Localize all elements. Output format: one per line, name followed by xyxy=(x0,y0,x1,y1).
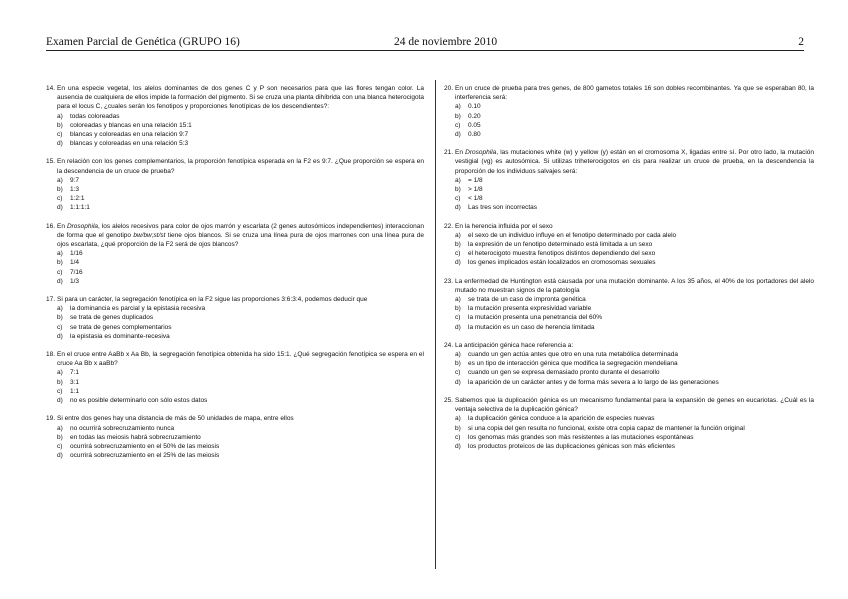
answer-option xyxy=(57,139,424,148)
question-stem-part: Drosophila xyxy=(465,149,497,157)
left-column xyxy=(46,84,424,469)
question-stem-part: , los alelos recesivos para color de ojos marrón y escarlata (2 genes autosómicos independientes) interaccionan de forma que el genotipo xyxy=(57,222,424,239)
option-text: 1:1 xyxy=(70,387,80,395)
option-letter: d) xyxy=(455,323,461,331)
answer-option xyxy=(455,121,814,130)
option-letter: d) xyxy=(57,397,63,405)
question-stem: La enfermedad de Huntington está causada por una mutación dominante. A los 35 años, el 40% de los portadores del alelo mutado no muestran signos de la patología xyxy=(455,277,814,294)
option-text: la epistasia es dominante-recesiva xyxy=(70,332,170,340)
option-text: se trata de genes duplicados xyxy=(70,314,154,322)
question-stem: En la herencia influida por el sexo xyxy=(455,222,553,230)
option-text: la mutación presenta una penetrancia del 60% xyxy=(468,314,603,322)
answer-option xyxy=(57,130,424,139)
option-text: la dominancia es parcial y la epistasia recesiva xyxy=(70,305,206,313)
option-letter: b) xyxy=(57,186,63,194)
option-letter: b) xyxy=(57,378,63,386)
option-text: 0.05 xyxy=(468,121,481,129)
question-21 xyxy=(444,148,814,212)
option-text: coloreadas y blancas en una relación 15:1 xyxy=(70,121,192,129)
option-text: 1:1:1:1 xyxy=(70,204,90,212)
answer-option xyxy=(57,203,424,212)
answer-option xyxy=(57,323,424,332)
question-stem-part: bw/bw;st/st xyxy=(133,231,166,239)
option-letter: c) xyxy=(455,433,461,441)
answer-option xyxy=(455,323,814,332)
question-stem-part: , las mutaciones white (w) y yellow (y) están en el cromosoma X, ligadas entre sí. Por otro lado, la mutación vestigial (vg) es autosómica. Si utilizas triheterocigotos en cis para realizar un cruce de prueba, en la descendencia la proporción de los individuos salvajes será: xyxy=(455,149,814,175)
option-letter: a) xyxy=(455,296,461,304)
option-text: la duplicación génica conduce a la aparición de especies nuevas xyxy=(468,415,655,423)
question-16 xyxy=(46,222,424,286)
option-text: los genomas más grandes son más resistentes a las mutaciones espontáneas xyxy=(468,433,694,441)
question-stem-part: tiene ojos blancos. Si se cruza una línea pura de ojos marrones con una línea pura de ojos escarlata, ¿qué proporción de la F2 será de ojos blancos? xyxy=(57,231,425,249)
question-18 xyxy=(46,350,424,405)
option-letter: b) xyxy=(57,433,63,441)
option-text: = 1/8 xyxy=(468,176,483,184)
option-text: blancas y coloreadas en una relación 9:7 xyxy=(70,131,189,139)
answer-option xyxy=(455,295,814,304)
answer-option xyxy=(57,433,424,442)
option-text: se trata de genes complementarios xyxy=(70,323,172,331)
answer-option xyxy=(57,176,424,185)
option-text: 1:2:1 xyxy=(70,195,85,203)
option-text: 0.10 xyxy=(468,103,481,111)
option-text: 1:3 xyxy=(70,186,80,194)
answer-option xyxy=(455,304,814,313)
option-letter: b) xyxy=(455,241,461,249)
answer-option xyxy=(57,277,424,286)
option-letter: d) xyxy=(57,452,63,460)
option-letter: b) xyxy=(57,314,63,322)
option-letter: b) xyxy=(455,360,461,368)
question-stem: La anticipación génica hace referencia a: xyxy=(455,341,574,349)
question-stem: En el cruce entre AaBb x Aa Bb, la segregación fenotípica obtenida ha sido 15:1. ¿Qué segregación fenotípica se espera en el cruce Aa Bb x aaBb? xyxy=(57,351,424,368)
option-letter: b) xyxy=(455,186,461,194)
answer-option xyxy=(455,194,814,203)
page-header xyxy=(46,36,804,51)
answer-option xyxy=(57,194,424,203)
question-number: 14. xyxy=(46,85,56,92)
option-letter: c) xyxy=(455,369,461,377)
answer-option xyxy=(455,414,814,423)
answer-option xyxy=(455,240,814,249)
question-stem: Sabemos que la duplicación génica es un mecanismo fundamental para la expansión de genes en eucariotas. ¿Cuál es la ventaja selectiva de la duplicación génica? xyxy=(455,396,814,414)
answer-option xyxy=(57,268,424,277)
option-letter: d) xyxy=(57,204,63,212)
answer-option xyxy=(57,313,424,322)
option-letter: b) xyxy=(57,121,63,129)
option-letter: a) xyxy=(57,305,63,313)
answer-option xyxy=(455,368,814,377)
question-stem xyxy=(455,148,814,176)
option-letter: c) xyxy=(455,195,461,203)
option-text: Las tres son incorrectas xyxy=(468,204,538,212)
option-letter: a) xyxy=(455,231,461,239)
option-text: si una copia del gen resulta no funcional, existe otra copia capaz de mantener la función original xyxy=(468,424,745,432)
option-text: blancas y coloreadas en una relación 5:3 xyxy=(70,140,189,148)
option-letter: c) xyxy=(455,314,461,322)
option-letter: a) xyxy=(455,351,461,359)
answer-option xyxy=(455,203,814,212)
option-letter: a) xyxy=(57,424,63,432)
question-number: 19. xyxy=(46,415,56,423)
option-letter: c) xyxy=(57,442,63,450)
answer-option xyxy=(455,442,814,451)
answer-option xyxy=(57,249,424,258)
answer-option xyxy=(57,258,424,267)
question-number: 23. xyxy=(444,277,454,285)
option-letter: c) xyxy=(57,387,63,395)
option-text: 7/16 xyxy=(70,268,83,276)
question-number: 20. xyxy=(444,85,454,92)
answer-option xyxy=(57,332,424,341)
option-text: no ocurrirá sobrecruzamiento nunca xyxy=(70,424,175,432)
option-text: en todas las meiosis habrá sobrecruzamiento xyxy=(70,433,201,441)
answer-option xyxy=(57,185,424,194)
question-stem-part: En xyxy=(57,222,67,230)
option-text: < 1/8 xyxy=(468,195,483,203)
option-letter: a) xyxy=(57,176,63,184)
question-stem: Si para un carácter, la segregación fenotípica en la F2 sigue las proporciones 3:6:3:4, podemos deducir que xyxy=(57,296,368,304)
option-text: 0.80 xyxy=(468,131,481,139)
option-letter: a) xyxy=(455,415,461,423)
question-number: 15. xyxy=(46,158,56,166)
answer-option xyxy=(57,112,424,121)
answer-option xyxy=(455,313,814,322)
option-letter: d) xyxy=(57,277,63,285)
option-letter: a) xyxy=(57,112,63,120)
option-letter: c) xyxy=(57,323,63,331)
answer-option xyxy=(455,433,814,442)
answer-option xyxy=(455,350,814,359)
question-stem-part: Drosophila xyxy=(66,222,99,230)
answer-option xyxy=(57,396,424,405)
answer-option xyxy=(455,102,814,111)
exam-title: Examen Parcial de Genética (GRUPO 16) xyxy=(46,36,240,48)
option-letter: b) xyxy=(455,424,461,432)
option-text: 0.20 xyxy=(468,112,481,120)
question-number: 21. xyxy=(444,149,454,157)
answer-option xyxy=(455,258,814,267)
option-letter: a) xyxy=(57,250,63,258)
option-text: el heterocigoto muestra fenotipos distintos dependiendo del sexo xyxy=(468,250,656,258)
option-letter: d) xyxy=(57,140,63,148)
question-number: 18. xyxy=(46,351,56,359)
option-text: cuando un gen actúa antes que otro en una ruta metabólica determinada xyxy=(468,351,678,359)
option-text: 3:1 xyxy=(70,378,80,386)
answer-option xyxy=(57,368,424,377)
option-letter: d) xyxy=(57,332,63,340)
question-23 xyxy=(444,277,814,332)
option-text: los productos proteicos de las duplicaciones génicas son más eficientes xyxy=(468,442,676,450)
question-14 xyxy=(46,84,424,148)
option-letter: c) xyxy=(455,121,461,129)
question-stem: Si entre dos genes hay una distancia de más de 50 unidades de mapa, entre ellos xyxy=(57,415,294,423)
right-column xyxy=(444,84,814,460)
answer-option xyxy=(455,112,814,121)
option-letter: b) xyxy=(455,305,461,313)
option-text: todas coloreadas xyxy=(70,112,120,120)
question-stem: En una especie vegetal, los alelos dominantes de dos genes C y P son necesarios para que las flores tengan color. La ausencia de cualquiera de ellos impide la formación del pigmento. Si se cruza una planta dihíbrida con una blanca heterocigota para el locus C, ¿cuales serán los fenotipos y proporciones fenotípicas de los descendientes?: xyxy=(57,85,424,111)
question-stem: En un cruce de prueba para tres genes, de 800 gametos totales 16 son dobles recombinantes. Ya que se esperaban 80, la interferencia será: xyxy=(455,85,814,102)
option-letter: b) xyxy=(57,259,63,267)
question-number: 17. xyxy=(46,296,56,304)
answer-option xyxy=(57,387,424,396)
option-text: 1/3 xyxy=(70,277,80,285)
option-letter: d) xyxy=(455,442,461,450)
answer-option xyxy=(57,424,424,433)
question-stem: En relación con los genes complementarios, la proporción fenotípica esperada en la F2 es 9:7. ¿Que proporción se espera en la descendencia de un cruce de prueba? xyxy=(57,158,424,175)
question-number: 22. xyxy=(444,222,454,230)
option-text: 9:7 xyxy=(70,176,80,184)
option-letter: b) xyxy=(455,112,461,120)
question-stem-part: En xyxy=(455,149,466,157)
option-text: el sexo de un individuo influye en el fenotipo determinado por cada alelo xyxy=(468,231,677,239)
option-letter: c) xyxy=(57,268,63,276)
option-letter: d) xyxy=(455,204,461,212)
option-text: los genes implicados están localizados en cromosomas sexuales xyxy=(468,259,656,267)
option-text: no es posible determinarlo con sólo estos datos xyxy=(70,397,208,405)
question-19 xyxy=(46,414,424,460)
question-25 xyxy=(444,396,814,451)
option-letter: a) xyxy=(455,176,461,184)
option-letter: c) xyxy=(455,250,461,258)
option-text: 7:1 xyxy=(70,369,80,377)
answer-option xyxy=(455,424,814,433)
question-17 xyxy=(46,295,424,341)
option-letter: c) xyxy=(57,131,63,139)
option-text: 1/16 xyxy=(70,250,83,258)
option-letter: d) xyxy=(455,378,461,386)
exam-date: 24 de noviembre 2010 xyxy=(394,36,498,48)
answer-option xyxy=(455,249,814,258)
option-letter: a) xyxy=(57,369,63,377)
question-number: 25. xyxy=(444,396,454,404)
option-text: es un tipo de interacción génica que modifica la segregación mendeliana xyxy=(468,360,678,368)
option-letter: d) xyxy=(455,259,461,267)
answer-option xyxy=(57,442,424,451)
question-number: 24. xyxy=(444,341,454,349)
option-letter: d) xyxy=(455,131,461,139)
answer-option xyxy=(57,451,424,460)
option-text: > 1/8 xyxy=(468,186,483,194)
question-stem xyxy=(57,222,424,250)
option-text: se trata de un caso de impronta genética xyxy=(468,296,586,304)
question-20 xyxy=(444,84,814,139)
answer-option xyxy=(455,130,814,139)
option-text: la aparición de un carácter antes y de forma más severa a lo largo de las generaciones xyxy=(468,378,719,386)
column-divider xyxy=(435,80,436,569)
option-text: ocurrirá sobrecruzamiento en el 50% de las meiosis xyxy=(70,442,220,450)
option-text: la mutación presenta expresividad variable xyxy=(468,305,592,313)
question-number: 16. xyxy=(46,222,56,230)
answer-option xyxy=(455,359,814,368)
option-text: la mutación es un caso de herencia limitada xyxy=(468,323,595,331)
page-number: 2 xyxy=(798,36,804,48)
answer-option xyxy=(455,176,814,185)
option-text: 1/4 xyxy=(70,259,80,267)
option-letter: a) xyxy=(455,103,461,111)
option-text: ocurrirá sobrecruzamiento en el 25% de las meiosis xyxy=(70,452,220,460)
answer-option xyxy=(455,378,814,387)
answer-option xyxy=(57,304,424,313)
option-text: cuando un gen se expresa demasiado pronto durante el desarrollo xyxy=(468,369,660,377)
answer-option xyxy=(455,231,814,240)
question-22 xyxy=(444,222,814,268)
answer-option xyxy=(57,378,424,387)
question-15 xyxy=(46,157,424,212)
answer-option xyxy=(57,121,424,130)
option-text: la expresión de un fenotipo determinado está limitada a un sexo xyxy=(468,241,653,249)
option-letter: c) xyxy=(57,195,63,203)
answer-option xyxy=(455,185,814,194)
question-24 xyxy=(444,341,814,387)
